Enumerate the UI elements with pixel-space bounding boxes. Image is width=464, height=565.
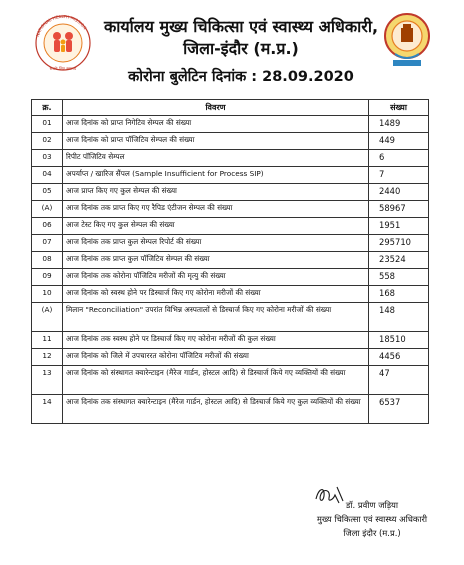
row-count: 295710 <box>369 235 429 252</box>
row-description: आज टेस्ट किए गए कुल सेम्पल की संख्या <box>63 218 369 235</box>
table-row <box>32 349 429 366</box>
row-description: आज दिनांक तक कोरोना पॉजिटिव मरीजों की मृत्यु की संख्या <box>63 269 369 286</box>
row-count: 449 <box>369 133 429 150</box>
table-row <box>32 201 429 218</box>
table-row <box>32 269 429 286</box>
row-description: आज दिनांक तक प्राप्त किए गए रैपिड एंटीजन सेम्पल की संख्या <box>63 201 369 218</box>
svg-text:सबके लिए स्वास्थ्य: सबके लिए स्वास्थ्य <box>49 66 77 71</box>
national-health-mission-logo <box>30 12 96 74</box>
row-count: 168 <box>369 286 429 303</box>
col-header-sn: क्र. <box>32 100 63 116</box>
svg-text:NATIONAL HEALTH MISSION: NATIONAL HEALTH MISSION <box>34 13 88 38</box>
row-description: मिलान "Reconciliation" उपरांत विभिन्न अस्पतालों से डिस्चार्ज किए गए कोरोना मरीजों की संख्या <box>63 303 369 332</box>
row-description: आज दिनांक तक संस्थागत क्वारेन्टाइन (मैरेज गार्डन, होस्टल आदि) से डिस्चार्ज किये गए कुल व्यक्तियों की संख्या <box>63 395 369 424</box>
signatory-name: डॉ. प्रवीण जड़िया <box>345 500 399 510</box>
row-count: 148 <box>369 303 429 332</box>
row-serial: 05 <box>32 184 63 201</box>
row-serial: 13 <box>32 366 63 395</box>
row-count: 7 <box>369 167 429 184</box>
row-count: 47 <box>369 366 429 395</box>
table-row <box>32 150 429 167</box>
table-row <box>32 133 429 150</box>
row-count: 558 <box>369 269 429 286</box>
bulletin-date-title: कोरोना बुलेटिन दिनांक : 28.09.2020 <box>128 69 354 85</box>
row-count: 2440 <box>369 184 429 201</box>
row-description: रिपीट पॉजिटिव सेम्पल <box>63 150 369 167</box>
row-count: 18510 <box>369 332 429 349</box>
table-row <box>32 252 429 269</box>
signature-block <box>292 486 452 539</box>
mp-government-emblem <box>383 10 431 68</box>
row-count: 6 <box>369 150 429 167</box>
row-description: आज दिनांक को प्राप्त निगेटिव सेम्पल की संख्या <box>63 116 369 133</box>
row-count: 1489 <box>369 116 429 133</box>
col-header-description: विवरण <box>63 100 369 116</box>
row-serial: 06 <box>32 218 63 235</box>
table-row <box>32 366 429 395</box>
row-description: अपर्याप्त / खारिज सैंपल (Sample Insufficient for Process SIP) <box>63 167 369 184</box>
district-title: जिला-इंदौर (म.प्र.) <box>183 39 299 58</box>
signatory-place: जिला इंदौर (म.प्र.) <box>343 528 401 538</box>
row-description: आज दिनांक तक प्राप्त कुल सेम्पल रिपोर्ट की संख्या <box>63 235 369 252</box>
bulletin-table <box>31 99 429 424</box>
row-description: आज दिनांक तक प्राप्त कुल पॉजिटिव सेम्पल की संख्या <box>63 252 369 269</box>
table-row <box>32 303 429 332</box>
row-serial: 14 <box>32 395 63 424</box>
row-description: आज दिनांक तक स्वस्थ होने पर डिस्चार्ज किए गए कोरोना मरीजों की कुल संख्या <box>63 332 369 349</box>
row-description: आज दिनांक को संस्थागत क्वारेन्टाइन (मैरेज गार्डन, होस्टल आदि) से डिस्चार्ज किये गए व्यक्तियों की संख्या <box>63 366 369 395</box>
table-row <box>32 167 429 184</box>
row-serial: 04 <box>32 167 63 184</box>
col-header-count: संख्या <box>369 100 429 116</box>
table-header-row <box>32 100 429 116</box>
row-serial: 12 <box>32 349 63 366</box>
table-row <box>32 116 429 133</box>
row-serial: 07 <box>32 235 63 252</box>
row-serial: 02 <box>32 133 63 150</box>
office-title: कार्यालय मुख्य चिकित्सा एवं स्वास्थ्य अधिकारी, <box>103 17 379 36</box>
row-count: 23524 <box>369 252 429 269</box>
row-serial: 03 <box>32 150 63 167</box>
bulletin-table-wrapper <box>31 99 429 424</box>
row-serial: 09 <box>32 269 63 286</box>
row-description: आज दिनांक को जिले में उपचाररत कोरोना पॉजिटिव मरीजों की संख्या <box>63 349 369 366</box>
table-row <box>32 286 429 303</box>
row-count: 4456 <box>369 349 429 366</box>
table-row <box>32 395 429 424</box>
row-description: आज दिनांक को स्वस्थ होने पर डिस्चार्ज किए गए कोरोना मरीजों की संख्या <box>63 286 369 303</box>
row-serial: 10 <box>32 286 63 303</box>
signatory-title: मुख्य चिकित्सा एवं स्वास्थ्य अधिकारी <box>316 514 428 524</box>
row-count: 1951 <box>369 218 429 235</box>
row-description: आज प्राप्त किए गए कुल सेम्पल की संख्या <box>63 184 369 201</box>
row-serial: (A) <box>32 201 63 218</box>
document-header <box>0 0 464 95</box>
row-serial: (A) <box>32 303 63 332</box>
table-row <box>32 218 429 235</box>
table-row <box>32 332 429 349</box>
table-row <box>32 184 429 201</box>
row-serial: 01 <box>32 116 63 133</box>
table-row <box>32 235 429 252</box>
row-description: आज दिनांक को प्राप्त पॉजिटिव सेम्पल की संख्या <box>63 133 369 150</box>
row-serial: 11 <box>32 332 63 349</box>
row-count: 58967 <box>369 201 429 218</box>
row-serial: 08 <box>32 252 63 269</box>
row-count: 6537 <box>369 395 429 424</box>
